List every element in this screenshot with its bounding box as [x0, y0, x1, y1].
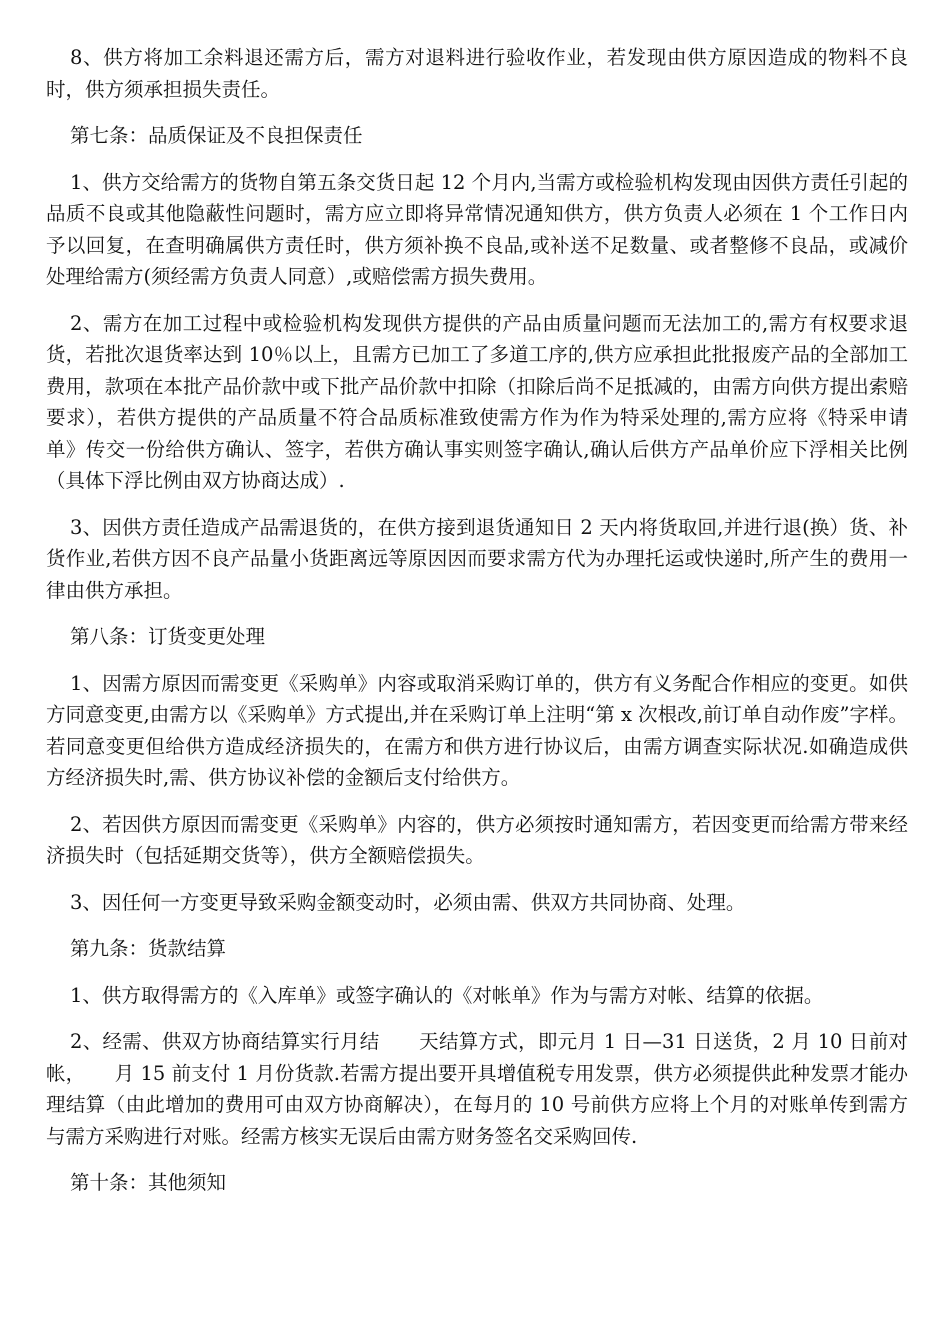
paragraph-8-returned-materials: 8、供方将加工余料退还需方后，需方对退料进行验收作业，若发现由供方原因造成的物料不良时，供方须承担损失责任。: [46, 46, 908, 101]
document-page: [46, 42, 908, 1214]
section-heading-article-9: 第九条：货款结算: [70, 937, 227, 960]
paragraph-9-2-monthly-settlement: 2、经需、供双方协商结算实行月结 天结算方式，即元月 1 日—31 日送货，2 月 10 日前对帐， 月 15 前支付 1 月份货款.若需方提出要开具增值税专用发票，供方必须提供此种发票才能办理结算（由此增加的费用可由双方协商解决），在每月的 10 号前供方应将上个月的对账单传到需方与需方采购进行对账。经需方核实无误后由需方财务签名交采购回传.: [46, 1030, 908, 1148]
paragraph-8-2-supplier-change: 2、若因供方原因而需变更《采购单》内容的，供方必须按时通知需方，若因变更而给需方带来经济损失时（包括延期交货等），供方全额赔偿损失。: [46, 812, 908, 867]
paragraph-9-1-settlement-basis: 1、供方取得需方的《入库单》或签字确认的《对帐单》作为与需方对帐、结算的依据。: [70, 983, 824, 1007]
section-heading-article-8: 第八条：订货变更处理: [70, 625, 266, 648]
paragraph-7-3-returns: 3、因供方责任造成产品需退货的，在供方接到退货通知日 2 天内将货取回,并进行退(换）货、补货作业,若供方因不良产品量小货距离远等原因因而要求需方代为办理托运或快递时,所产生的费用一律由供方承担。: [46, 515, 908, 602]
section-heading-article-7: 第七条：品质保证及不良担保责任: [70, 124, 363, 147]
paragraph-7-2-processing-defects: 2、需方在加工过程中或检验机构发现供方提供的产品由质量问题而无法加工的,需方有权要求退货，若批次退货率达到 10％以上，且需方已加工了多道工序的,供方应承担此批报废产品的全部加工费用，款项在本批产品价款中或下批产品价款中扣除（扣除后尚不足抵减的，由需方向供方提出索赔要求），若供方提供的产品质量不符合品质标准致使需方作为作为特采处理的,需方应将《特采申请单》传交一份给供方确认、签字，若供方确认事实则签字确认,确认后供方产品单价应下浮相关比例（具体下浮比例由双方协商达成）.: [46, 311, 908, 492]
paragraph-7-1-quality-warranty: 1、供方交给需方的货物自第五条交货日起 12 个月内,当需方或检验机构发现由因供方责任引起的品质不良或其他隐蔽性问题时，需方应立即将异常情况通知供方，供方负责人必须在 1 个工作日内予以回复，在查明确属供方责任时，供方须补换不良品,或补送不足数量、或者整修不良品，或减价处理给需方(须经需方负责人同意）,或赔偿需方损失费用。: [46, 170, 908, 288]
paragraph-8-1-buyer-change: 1、因需方原因而需变更《采购单》内容或取消采购订单的，供方有义务配合作相应的变更。如供方同意变更,由需方以《采购单》方式提出,并在采购订单上注明“第 x 次根改,前订单自动作废”字样。若同意变更但给供方造成经济损失的，在需方和供方进行协议后，由需方调查实际状况.如确造成供方经济损失时,需、供方协议补偿的金额后支付给供方。: [46, 671, 908, 789]
section-heading-article-10: 第十条：其他须知: [70, 1171, 227, 1194]
paragraph-8-3-amount-change: 3、因任何一方变更导致采购金额变动时，必须由需、供双方共同协商、处理。: [70, 890, 746, 914]
